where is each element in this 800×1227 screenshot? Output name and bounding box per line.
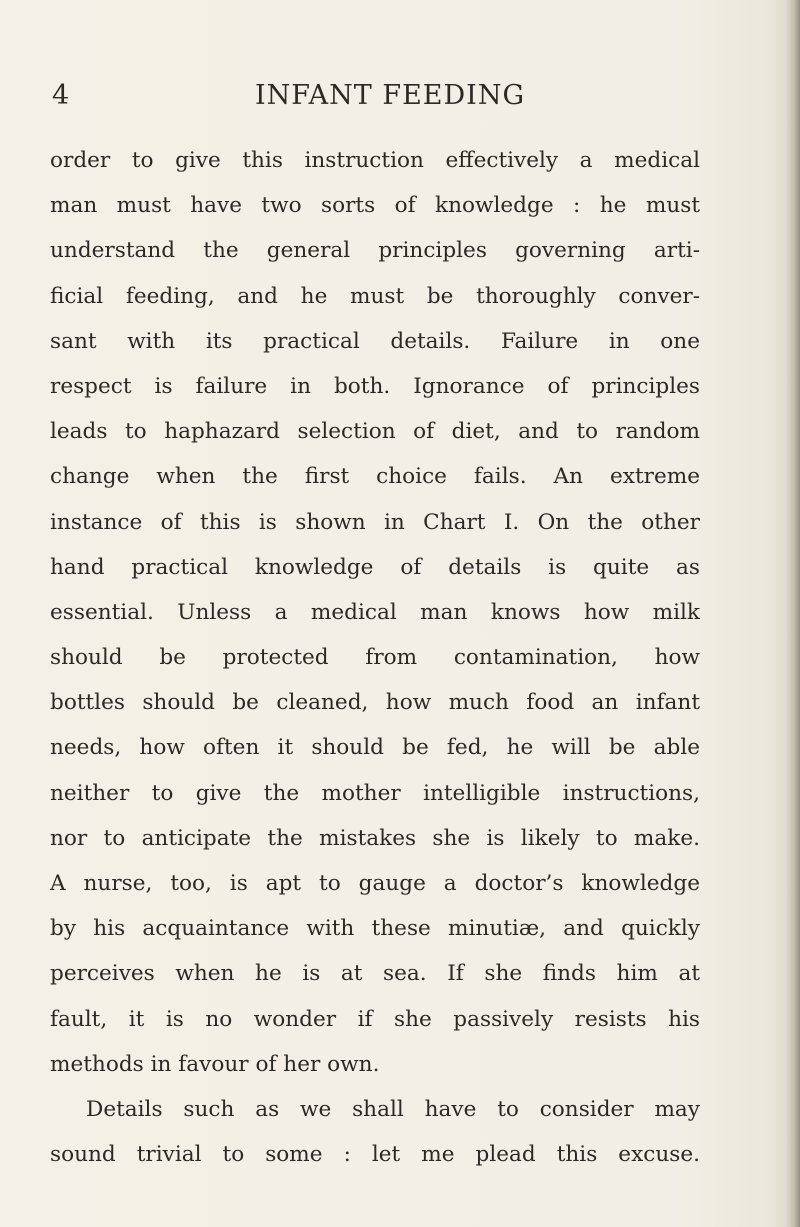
text-line: sound trivial to some : let me plead this excuse. [50, 1142, 700, 1168]
running-title: INFANT FEEDING [254, 80, 526, 111]
text-line: neither to give the mother intelligible instructions, [50, 780, 700, 806]
text-line: should be protected from contamination, how [50, 645, 700, 671]
text-line: A nurse, too, is apt to gauge a doctor’s knowledge [50, 871, 700, 896]
body-text [50, 138, 700, 1177]
page-number: 4 [52, 80, 70, 111]
text-line: order to give this instruction effectively a medical [50, 148, 700, 173]
text-line: bottles should be cleaned, how much food an infant [50, 690, 700, 716]
text-line: man must have two sorts of knowledge : he must [50, 193, 700, 219]
text-line: sant with its practical details. Failure in one [50, 328, 700, 354]
text-line: by his acquaintance with these minutiæ, and quickly [50, 916, 700, 942]
text-line: ficial feeding, and he must be thoroughly conver- [50, 283, 700, 309]
text-line: fault, it is no wonder if she passively resists his [50, 1006, 700, 1032]
text-line: understand the general principles governing arti- [50, 238, 700, 264]
text-line: instance of this is shown in Chart I. On the other [50, 509, 700, 535]
text-line: leads to haphazard selection of diet, and to random [50, 419, 700, 445]
page-edge-shadow [786, 0, 800, 1227]
page-header [40, 76, 680, 116]
text-line: essential. Unless a medical man knows how milk [50, 599, 700, 625]
text-line: Details such as we shall have to consider may [86, 1096, 700, 1122]
text-line: nor to anticipate the mistakes she is likely to make. [50, 825, 700, 851]
text-line: hand practical knowledge of details is quite as [50, 554, 700, 580]
text-line: respect is failure in both. Ignorance of principles [50, 373, 700, 399]
text-line: perceives when he is at sea. If she finds him at [50, 961, 700, 987]
text-line: methods in favour of her own. [50, 1051, 380, 1077]
text-line: needs, how often it should be fed, he will be able [50, 735, 700, 761]
text-line: change when the first choice fails. An extreme [50, 464, 700, 490]
